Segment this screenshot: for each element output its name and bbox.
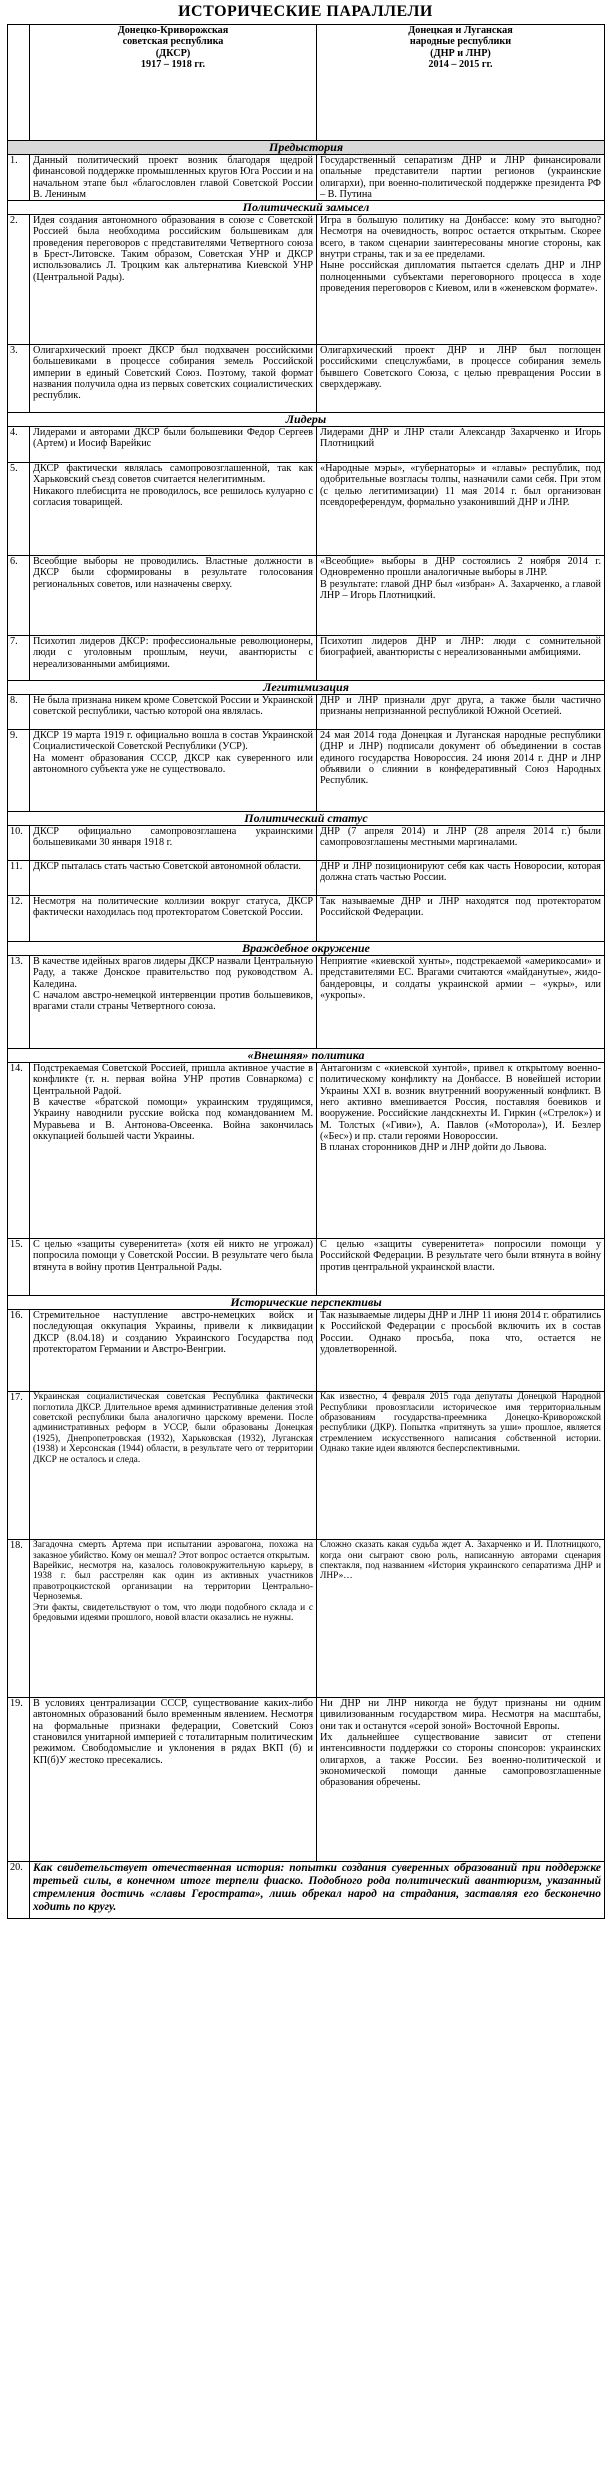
dksr-cell [30, 556, 317, 636]
conclusion-text: Как свидетельствует отечественная история: попытки создания суверенных образований при поддержке третьей силы, в конечном итоге терпели фиаско. Подобного рода политический авантюризм, указанный стремления достичь «славы Герострата», лишь обрекал народ на страдания, заставляя его бесконечно ходить по кругу. [30, 1862, 605, 1919]
row-number: 7. [8, 636, 30, 681]
dnr-lnr-cell [317, 1698, 605, 1862]
table-row [8, 956, 605, 1049]
table-row [8, 861, 605, 896]
dnr-lnr-cell [317, 1310, 605, 1392]
dnr-lnr-text: «Народные мэры», «губернаторы» и «главы» республик, под одобрительные возгласы толпы, назначили сами себя. При этом (с целью легитимизации) 11 мая 2014 г. был организован псевдореферендум, формально узаконивший ДНР и ЛНР. [320, 463, 601, 509]
dksr-cell [30, 826, 317, 861]
dksr-text: Всеобщие выборы не проводились. Властные должности в ДКСР были сформированы в результате голосования региональных советов, или назначены сверху. [33, 556, 313, 590]
section-title: Политический статус [8, 812, 605, 826]
dnr-lnr-cell [317, 956, 605, 1049]
header-dksr-text: Донецко-Криворожская советская республика (ДКСР) 1917 – 1918 гг. [117, 25, 229, 70]
table-row [8, 1540, 605, 1698]
dksr-cell [30, 695, 317, 730]
row-number: 3. [8, 345, 30, 413]
dksr-cell [30, 636, 317, 681]
table-row [8, 427, 605, 463]
dksr-cell [30, 1698, 317, 1862]
table-row [8, 896, 605, 942]
dksr-cell [30, 896, 317, 942]
row-number: 16. [8, 1310, 30, 1392]
section-header [8, 413, 605, 427]
dksr-text: Идея создания автономного образования в союзе с Советской Россией была необходима российским большевикам для проведения переговоров с представителями Четвертного союза в Брест-Литовске. Таким образом, Советская УНР и ДКСР использовались Л. Троцким как альтернатива Киевской УНР (Центральной Рады). [33, 215, 313, 283]
dksr-text: Подстрекаемая Советской Россией, пришла активное участие в конфликте (т. н. первая война УНР против Совнаркома) с Центральной Радой. В качестве «братской помощи» украинским трудящимся, Украину наводнили русские войска под командованием М. Муравьева и В. Антонова-Овсеенка. Война закончилась оккупацией большей части Украины. [33, 1063, 313, 1142]
table-row [8, 1392, 605, 1540]
table-row [8, 556, 605, 636]
section-title: Лидеры [8, 413, 605, 427]
dnr-lnr-cell [317, 427, 605, 463]
header-dnr-lnr-text: Донецкая и Луганская народные республики (ДНР и ЛНР) 2014 – 2015 гг. [408, 25, 513, 70]
dksr-text: Олигархический проект ДКСР был подхвачен российскими большевиками в процессе собирания земель Российской империи в единый Советский Союз. Поэтому, такой формат названия получила одна из первых советских социалистических республик. [33, 345, 313, 402]
dksr-text: Психотип лидеров ДКСР: профессиональные революционеры, люди с уголовным прошлым, неучи, авантюристы с нереализованными амбициями. [33, 636, 313, 670]
dksr-cell [30, 155, 317, 201]
dnr-lnr-text: «Всеобщие» выборы в ДНР состоялись 2 ноября 2014 г. Одновременно прошли аналогичные выборы в ЛНР. В результате: главой ДНР был «избран» А. Захарченко, а главой ЛНР – Игорь Плотницкий. [320, 556, 601, 602]
dnr-lnr-cell [317, 556, 605, 636]
header-dnr-lnr [317, 25, 605, 141]
dksr-text: В качестве идейных врагов лидеры ДКСР назвали Центральную Раду, а также Донское правительство под руководством А. Каледина. С началом австро-немецкой интервенции против большевиков, врагами стали страны Четвертного союза. [33, 956, 313, 1013]
row-number: 6. [8, 556, 30, 636]
dnr-lnr-text: Олигархический проект ДНР и ЛНР был поглощен российскими спецслужбами, в процессе собирания земель бывшего Советского Союза, с целью превращения России в сверхдержаву. [320, 345, 601, 391]
dksr-text: Стремительное наступление австро-немецких войск и последующая оккупация Украины, привели к ликвидации ДКСР (8.04.18) и созданию Украинского Государства под протекторатом Германии и Австро-Венгрии. [33, 1310, 313, 1356]
row-number: 10. [8, 826, 30, 861]
dnr-lnr-cell [317, 695, 605, 730]
row-number: 12. [8, 896, 30, 942]
conclusion-row [8, 1862, 605, 1919]
row-number: 2. [8, 215, 30, 345]
section-title: Враждебное окружение [8, 942, 605, 956]
dnr-lnr-text: 24 мая 2014 года Донецкая и Луганская народные республики (ДНР и ЛНР) подписали документ об объединении в состав единого государства Новороссия. 24 июня 2014 г. ДНР и ЛНР объявили о слиянии в конфедеративный Союз Народных Республик. [320, 730, 601, 787]
dnr-lnr-cell [317, 1239, 605, 1296]
dksr-cell [30, 1540, 317, 1698]
dksr-text: ДКСР фактически являлась самопровозглашенной, так как Харьковский съезд советов считается нелегитимным. Никакого плебисцита не проводилось, все решилось кулуарно с согласия товарищей. [33, 463, 313, 509]
dksr-text: ДКСР 19 марта 1919 г. официально вошла в состав Украинской Социалистической Советской Республики (УСР). На момент образования СССР, ДКСР как суверенного или автономного субъекта уже не существовало. [33, 730, 313, 776]
dksr-cell [30, 1239, 317, 1296]
dnr-lnr-cell [317, 896, 605, 942]
table-row [8, 215, 605, 345]
row-number: 1. [8, 155, 30, 201]
row-number: 4. [8, 427, 30, 463]
table-row [8, 345, 605, 413]
section-header [8, 942, 605, 956]
dnr-lnr-text: ДНР и ЛНР признали друг друга, а также были частично признаны непризнанной республикой Южной Осетией. [320, 695, 601, 718]
row-number: 11. [8, 861, 30, 896]
table-row [8, 1239, 605, 1296]
section-header [8, 141, 605, 155]
table-row [8, 695, 605, 730]
table-row [8, 636, 605, 681]
dksr-text: Загадочна смерть Артема при испытании аэровагона, похожа на заказное убийство. Кому он мешал? Этот вопрос остается открытым. Варейкис, несмотря на, казалось головокружительную карьеру, в 1938 г. был расстрелян как один из активных участников правотроцкистской организации на территории Центрально-Черноземья. Эти факты, свидетельствуют о том, что люди подобного склада и с бредовыми идеями прошлого, новой власти оказались не нужны. [33, 1540, 313, 1624]
dnr-lnr-text: С целью «защиты суверенитета» попросили помощи у Российской Федерации. В результате чего были втянута в войну против центральной украинской власти. [320, 1239, 601, 1273]
comparison-table [7, 24, 605, 1919]
section-header [8, 201, 605, 215]
dnr-lnr-cell [317, 463, 605, 556]
dnr-lnr-text: Психотип лидеров ДНР и ЛНР: люди с сомнительной биографией, авантюристы с нереализованными амбициями. [320, 636, 601, 659]
dnr-lnr-text: ДНР и ЛНР позиционируют себя как часть Новоросии, которая должна стать частью России. [320, 861, 601, 884]
dnr-lnr-text: Неприятие «киевской хунты», подстрекаемой «америкосами» и представителями ЕС. Врагами считаются «майданутые», жидо-бандеровцы, и солдаты украинской армии – «укры», или «укропы». [320, 956, 601, 1002]
row-number: 14. [8, 1063, 30, 1239]
section-title: «Внешняя» политика [8, 1049, 605, 1063]
dksr-cell [30, 427, 317, 463]
dksr-cell [30, 1392, 317, 1540]
section-title: Легитимизация [8, 681, 605, 695]
dksr-text: Украинская социалистическая советская Республика фактически поглотила ДКСР. Длительное время административные деления этой советской республики была аналогично царскому времени. После административных реформ в УССР, были образованы Донецкая (1925), Днепропетровская (1932), Харьковская (1932), Луганская (1938) и Херсонская (1944) области, в результате чего от территории ДКСР не осталось и следа. [33, 1392, 313, 1465]
dksr-cell [30, 1063, 317, 1239]
dnr-lnr-text: Государственный сепаратизм ДНР и ЛНР финансировали опальные представители партии регионов (украинские олигархи), при военно-политической поддержке президента РФ – В. Путина [320, 155, 601, 200]
header-blank-cell [8, 25, 30, 141]
dksr-cell [30, 861, 317, 896]
dnr-lnr-text: Как известно, 4 февраля 2015 года депутаты Донецкой Народной Республики провозгласили историческое имя территориальным образованиям государства-преемника Донецко-Криворожской республики (ДКР). Попытка «притянуть за уши» прошлое, является стремлением искусственного написания собственной истории. Однако такие идеи являются бесперспективными. [320, 1392, 601, 1455]
dksr-text: Не была признана никем кроме Советской России и Украинской советской республики, частью которой она являлась. [33, 695, 313, 718]
dksr-text: ДКСР официально самопровозглашена украинскими большевиками 30 января 1918 г. [33, 826, 313, 849]
dnr-lnr-cell [317, 861, 605, 896]
row-number: 20. [8, 1862, 30, 1919]
row-number: 15. [8, 1239, 30, 1296]
dnr-lnr-text: ДНР (7 апреля 2014) и ЛНР (28 апреля 2014 г.) были самопровозглашены местными маргиналами. [320, 826, 601, 849]
dnr-lnr-text: Ни ДНР ни ЛНР никогда не будут признаны ни одним цивилизованным государством мира. Несмотря на масштабы, они так и останутся «серой зоной» Восточной Европы. Их дальнейшее существование зависит от степени интенсивности поддержки со стороны спонсоров: украинских олигархов, а также России. Без военно-политической и экономической помощи данные самопровозглашенные образования обречены. [320, 1698, 601, 1789]
section-header [8, 812, 605, 826]
row-number: 18. [8, 1540, 30, 1698]
dnr-lnr-text: Игра в большую политику на Донбассе: кому это выгодно? Несмотря на очевидность, вопрос остается открытым. Скорее всего, в таком сценарии заинтересованы многие стороны, как внутри страны, так и за ее пределами. Ныне российская дипломатия пытается сделать ДНР и ЛНР полноценными субъектами переговорного процесса в ходе проведения переговоров с Киевом, или в «женевском формате». [320, 215, 601, 294]
dnr-lnr-text: Сложно сказать какая судьба ждет А. Захарченко и И. Плотницкого, когда они сыграют свою роль, написанную авторами сценария спектакля, под названием «История украинского сепаратизма ДНР и ЛНР»… [320, 1540, 601, 1582]
section-header [8, 681, 605, 695]
dksr-text: ДКСР пыталась стать частью Советской автономной области. [33, 861, 301, 873]
dksr-text: Несмотря на политические коллизии вокруг статуса, ДКСР фактически находилась под протекторатом Советской России. [33, 896, 313, 919]
section-title: Исторические перспективы [8, 1296, 605, 1310]
dnr-lnr-text: Так называемые лидеры ДНР и ЛНР 11 июня 2014 г. обратились к Российской Федерации с просьбой включить их в состав России. Однако просьба, пока что, остается не удовлетворенной. [320, 1310, 601, 1356]
section-title: Предыстория [8, 141, 605, 155]
dnr-lnr-text: Антагонизм с «киевской хунтой», привел к открытому военно-политическому конфликту на Донбассе. В новейшей истории Украины XXI в. возник внутренний вооруженный конфликт. В него активно вмешивается Россия, поставляя боевиков и вооружение. Российские ландскнехты И. Гиркин («Стрелок») и М. Толстых («Гиви»), А. Павлов («Моторола»), И. Безлер («Бес») и пр. стали героями Новороссии. В планах сторонников ДНР и ЛНР дойти до Львова. [320, 1063, 601, 1154]
dnr-lnr-cell [317, 1392, 605, 1540]
row-number: 19. [8, 1698, 30, 1862]
table-row [8, 826, 605, 861]
row-number: 17. [8, 1392, 30, 1540]
dnr-lnr-cell [317, 155, 605, 201]
dnr-lnr-cell [317, 215, 605, 345]
dnr-lnr-cell [317, 1063, 605, 1239]
row-number: 5. [8, 463, 30, 556]
dksr-cell [30, 730, 317, 812]
table-row [8, 1698, 605, 1862]
table-row [8, 1310, 605, 1392]
section-header [8, 1296, 605, 1310]
dksr-text: С целью «защиты суверенитета» (хотя ей никто не угрожал) попросила помощи у Советской России. В результате чего была втянута в войну против Центральной Рады. [33, 1239, 313, 1273]
dksr-cell [30, 463, 317, 556]
dnr-lnr-text: Так называемые ДНР и ЛНР находятся под протекторатом Российской Федерации. [320, 896, 601, 919]
row-number: 13. [8, 956, 30, 1049]
dksr-cell [30, 956, 317, 1049]
dnr-lnr-cell [317, 345, 605, 413]
page-title: ИСТОРИЧЕСКИЕ ПАРАЛЛЕЛИ [178, 3, 433, 20]
dksr-text: Данный политический проект возник благодаря щедрой финансовой поддержке промышленных кругов Юга России и на начальном этапе был «благословлен главой Советской России В. Лениным [33, 155, 313, 200]
dksr-text: В условиях централизации СССР, существование каких-либо автономных образований было временным явлением. Несмотря на формальные признаки федерации, Советский Союз становился унитарной империей с тоталитарным политическим режимом. Свободомыслие и уклонения в рядах ВКП (б) и КП(б)У жестоко пресекались. [33, 1698, 313, 1766]
row-number: 9. [8, 730, 30, 812]
table-row [8, 730, 605, 812]
dnr-lnr-cell [317, 826, 605, 861]
dksr-text: Лидерами и авторами ДКСР были большевики Федор Сергеев (Артем) и Иосиф Варейкис [33, 427, 313, 450]
header-dksr [30, 25, 317, 141]
table-row [8, 463, 605, 556]
dnr-lnr-text: Лидерами ДНР и ЛНР стали Александр Захарченко и Игорь Плотницкий [320, 427, 601, 450]
dksr-cell [30, 1310, 317, 1392]
dksr-cell [30, 215, 317, 345]
row-number: 8. [8, 695, 30, 730]
dnr-lnr-cell [317, 730, 605, 812]
dksr-cell [30, 345, 317, 413]
section-header [8, 1049, 605, 1063]
table-row [8, 155, 605, 201]
section-title: Политический замысел [8, 201, 605, 215]
table-header [8, 25, 605, 141]
dnr-lnr-cell [317, 636, 605, 681]
dnr-lnr-cell [317, 1540, 605, 1698]
table-row [8, 1063, 605, 1239]
